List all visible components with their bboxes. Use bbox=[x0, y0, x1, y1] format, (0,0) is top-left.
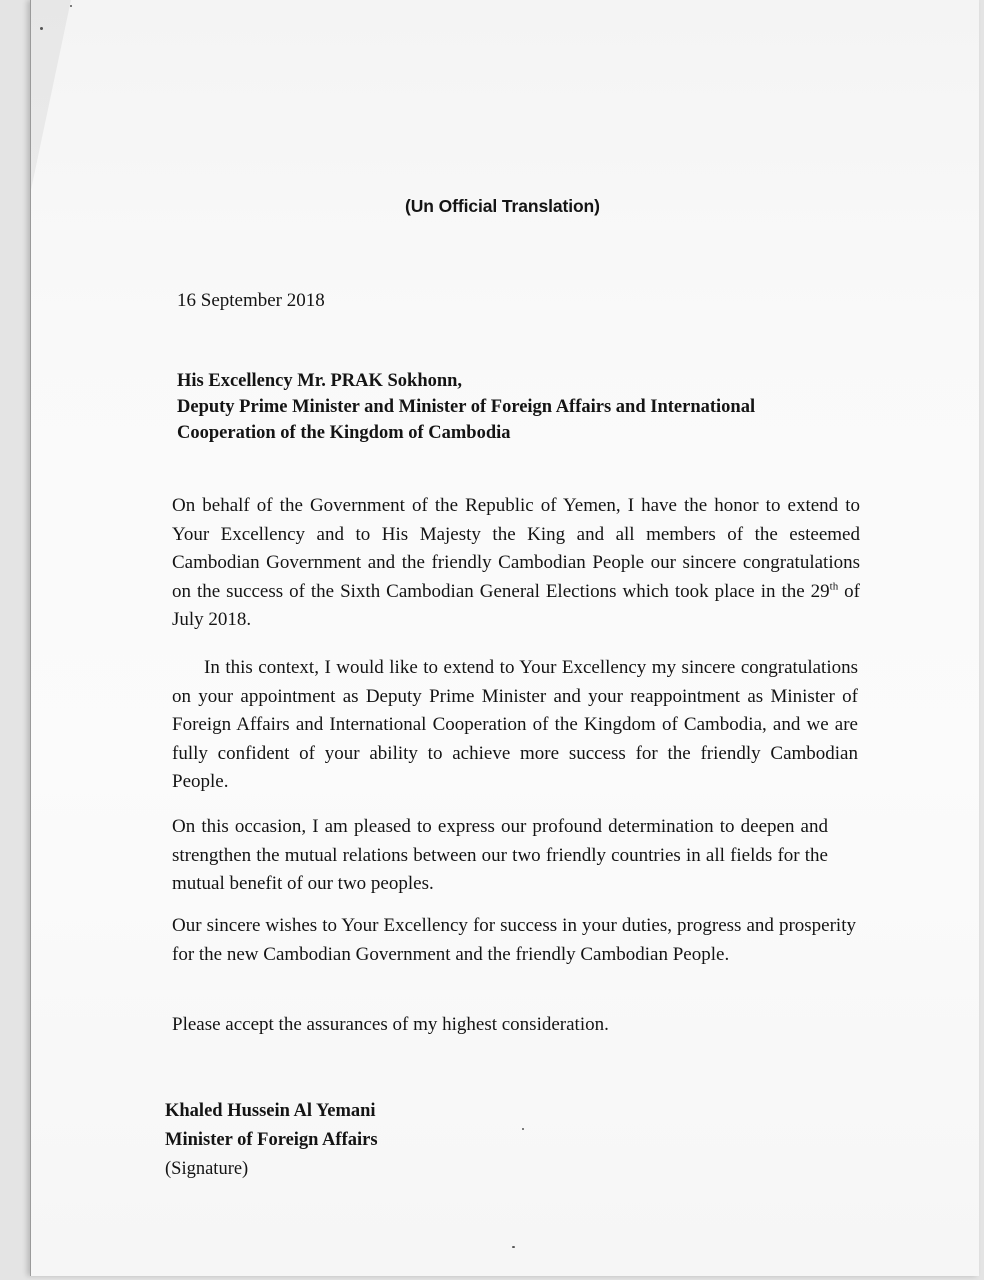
addressee-title-line1: Deputy Prime Minister and Minister of Foreign Affairs and International bbox=[177, 397, 756, 417]
signatory-title: Minister of Foreign Affairs bbox=[165, 1130, 378, 1150]
paragraph-congratulations bbox=[172, 492, 860, 635]
paragraph-relations: On this occasion, I am pleased to express our profound determination to deepen and strengthen the mutual relations between our two friendly countries in all fields for the mutual benefit of our two peoples. bbox=[172, 816, 828, 894]
ordinal-suffix: th bbox=[829, 580, 839, 593]
letter-date: 16 September 2018 bbox=[177, 290, 325, 311]
document-heading: (Un Official Translation) bbox=[405, 196, 600, 216]
paragraph-congratulations-text: On behalf of the Government of the Republic of Yemen, I have the honor to extend to Your Excellency and to His Majesty the King and all members of the esteemed Cambodian Government and the friendly Cambodian People our sincere congratulations on the success of the Sixth Cambodian General Elections which took place in the 29 bbox=[172, 495, 860, 602]
signatory-name: Khaled Hussein Al Yemani bbox=[165, 1101, 376, 1121]
paragraph-appointment: In this context, I would like to extend to Your Excellency my sincere congratulations on your appointment as Deputy Prime Minister and your reappointment as Minister of Foreign Affairs and International Cooperation of the Kingdom of Cambodia, and we are fully confident of your ability to achieve more success for the friendly Cambodian People. bbox=[172, 657, 858, 792]
signature-block bbox=[165, 1097, 378, 1184]
signature-note: (Signature) bbox=[165, 1159, 249, 1179]
paragraph-wishes: Our sincere wishes to Your Excellency for success in your duties, progress and prosperity for the new Cambodian Government and the friendly Cambodian People. bbox=[172, 915, 856, 965]
closing-line: Please accept the assurances of my highest consideration. bbox=[172, 1014, 609, 1035]
paragraph-congratulations-tail: of July 2018. bbox=[172, 580, 860, 630]
addressee-block bbox=[177, 368, 877, 446]
addressee-title-line2: Cooperation of the Kingdom of Cambodia bbox=[177, 423, 511, 443]
addressee-name: His Excellency Mr. PRAK Sokhonn, bbox=[177, 371, 463, 391]
